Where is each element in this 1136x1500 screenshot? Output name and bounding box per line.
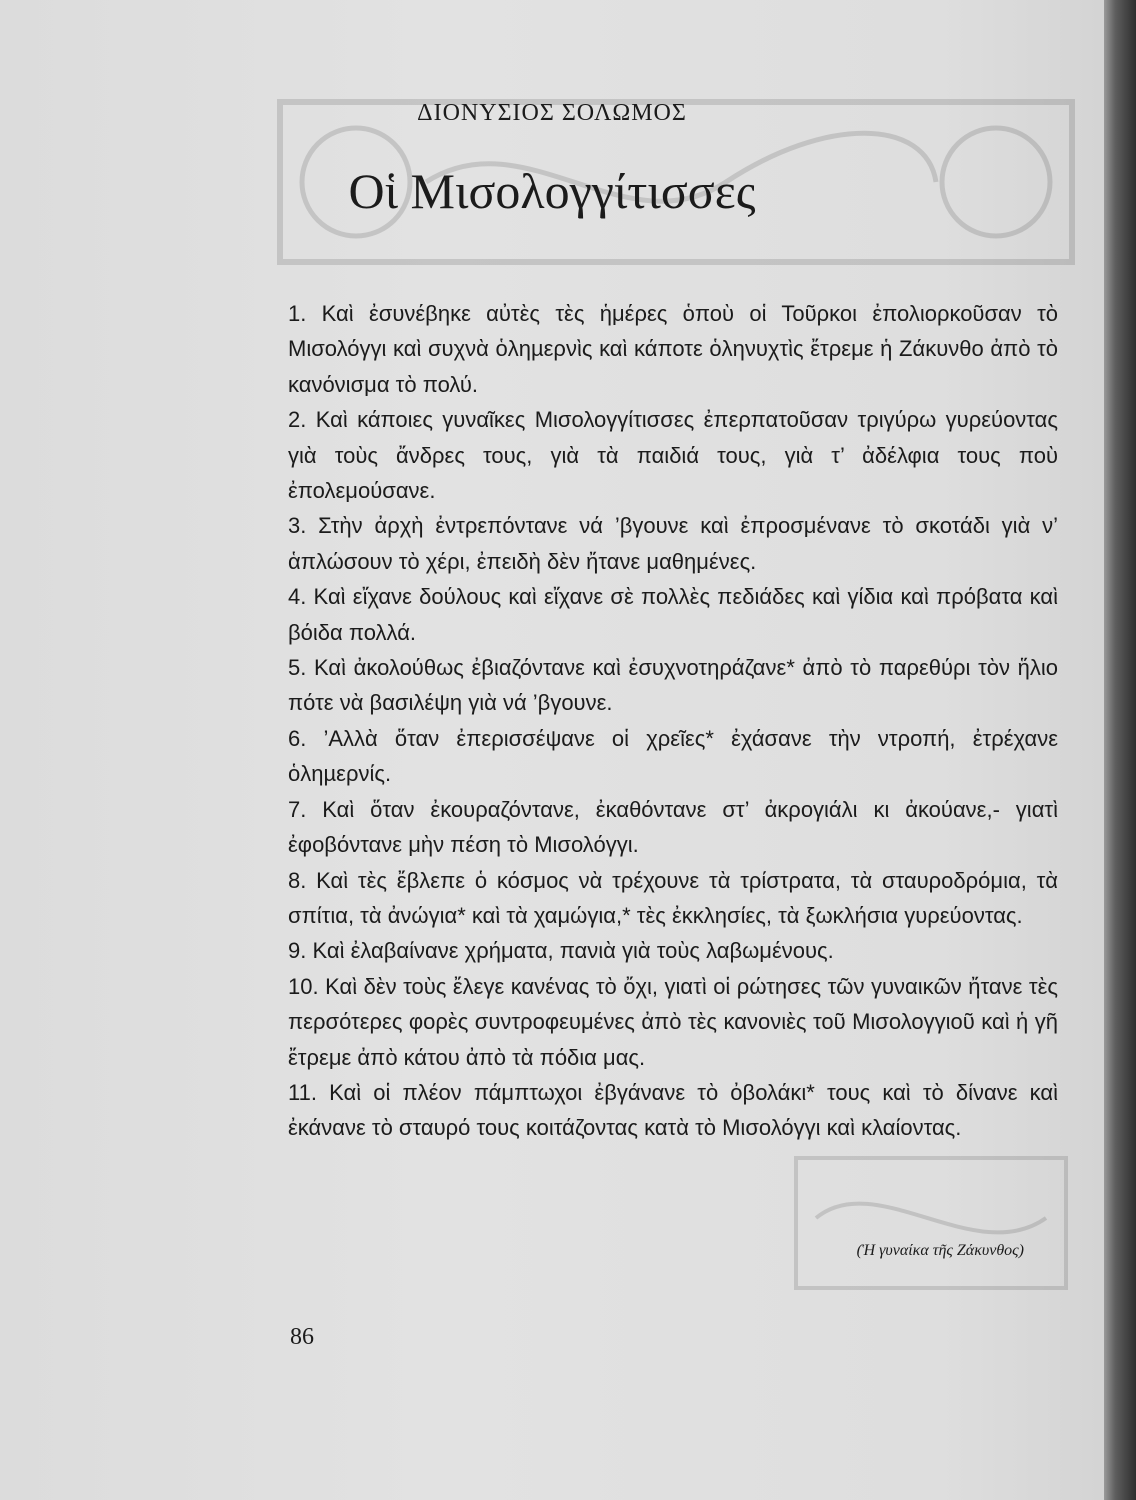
- page-number: 86: [290, 1324, 314, 1350]
- source-citation: (Ἡ γυναίκα τῆς Ζάκυνθος): [856, 1242, 1024, 1259]
- paragraph-2: 2. Καὶ κάποιες γυναῖκες Μισολογγίτισσες ἐπερπατοῦσαν τριγύρω γυρεύοντας γιὰ τοὺς ἄνδρες τους, γιὰ τὰ παιδιά τους, γιὰ τ’ ἀδέλφια τους ποὺ ἐπολεμούσανε.: [288, 407, 1058, 504]
- paragraph-11: 11. Καὶ οἱ πλέον πάμπτωχοι ἐβγάνανε τὸ ὀβολάκι* τους καὶ τὸ δίνανε καὶ ἐκάνανε τὸ σταυρό τους κοιτάζοντας κατὰ τὸ Μισολόγγι καὶ κλαίοντας.: [288, 1079, 1058, 1141]
- paragraph-8: 8. Καὶ τὲς ἔβλεπε ὁ κόσμος νὰ τρέχουνε τὰ τρίστρατα, τὰ σταυροδρόμια, τὰ σπίτια, τὰ ἀνώγια* καὶ τὰ χαμώγια,* τὲς ἐκκλησίες, τὰ ξωκλήσια γυρεύοντας.: [288, 867, 1058, 928]
- poem-title: Οἱ Μισολογγίτισσες: [348, 163, 756, 219]
- paragraph-10: 10. Καὶ δὲν τοὺς ἔλεγε κανένας τὸ ὄχι, γιατὶ οἱ ρώτησες τῶν γυναικῶν ἤτανε τὲς περσότερες φορὲς συντροφευμένες ἀπὸ τὲς κανονιὲς τοῦ Μισολογγιοῦ καὶ ἡ γῆ ἔτρεμε ἀπὸ κάτου ἀπὸ τὰ πόδια μας.: [288, 973, 1058, 1070]
- paragraph-1: 1. Καὶ ἐσυνέβηκε αὐτὲς τὲς ἡμέρες ὁποὺ οἱ Τοῦρκοι ἐπολιορκοῦσαν τὸ Μισολόγγι καὶ συχνὰ ὁληµερνὶς καὶ κάποτε ὁληνυχτὶς ἔτρεμε ἡ Ζάκυνθο ἀπὸ τὸ κανόνισμα τὸ πολύ.: [288, 301, 1058, 397]
- book-spine-shadow: [1104, 0, 1136, 1500]
- author-name: ΔΙΟΝΥΣΙΟΣ ΣΟΛΩΜΟΣ: [417, 100, 687, 126]
- paragraph-9: 9. Καὶ ἐλαβαίνανε χρήματα, πανιὰ γιὰ τοὺς λαβωμένους.: [288, 938, 834, 964]
- paragraph-6: 6. ’Αλλὰ ὅταν ἐπερισσέψανε οἱ χρεῖες* ἐχάσανε τὴν ντροπή, ἐτρέχανε ὁληµερνίς.: [288, 725, 1058, 787]
- paragraph-5: 5. Καὶ ἀκολούθως ἐβιαζόντανε καὶ ἐσυχνοτηράζανε* ἀπὸ τὸ παρεθύρι τὸν ἥλιο πότε νὰ βασιλέψη γιὰ νά ’βγουνε.: [288, 655, 1058, 716]
- paragraph-7: 7. Καὶ ὅταν ἐκουραζόντανε, ἐκαθόντανε στ’ ἀκρογιάλι κι ἀκούανε,- γιατὶ ἐφοβόντανε μὴν πέση τὸ Μισολόγγι.: [288, 796, 1058, 858]
- prose-body: [288, 296, 1058, 1146]
- paragraph-4: 4. Καὶ εἴχανε δούλους καὶ εἴχανε σὲ πολλὲς πεδιάδες καὶ γίδια καὶ πρόβατα καὶ βόιδα πολλά.: [288, 584, 1058, 645]
- paragraph-3: 3. Στὴν ἀρχὴ ἐντρεπόντανε νά ’βγουνε καὶ ἐπροσμένανε τὸ σκοτάδι γιὰ ν’ ἁπλώσουν τὸ χέρι, ἐπειδὴ δὲν ἤτανε μαθημένες.: [288, 513, 1058, 574]
